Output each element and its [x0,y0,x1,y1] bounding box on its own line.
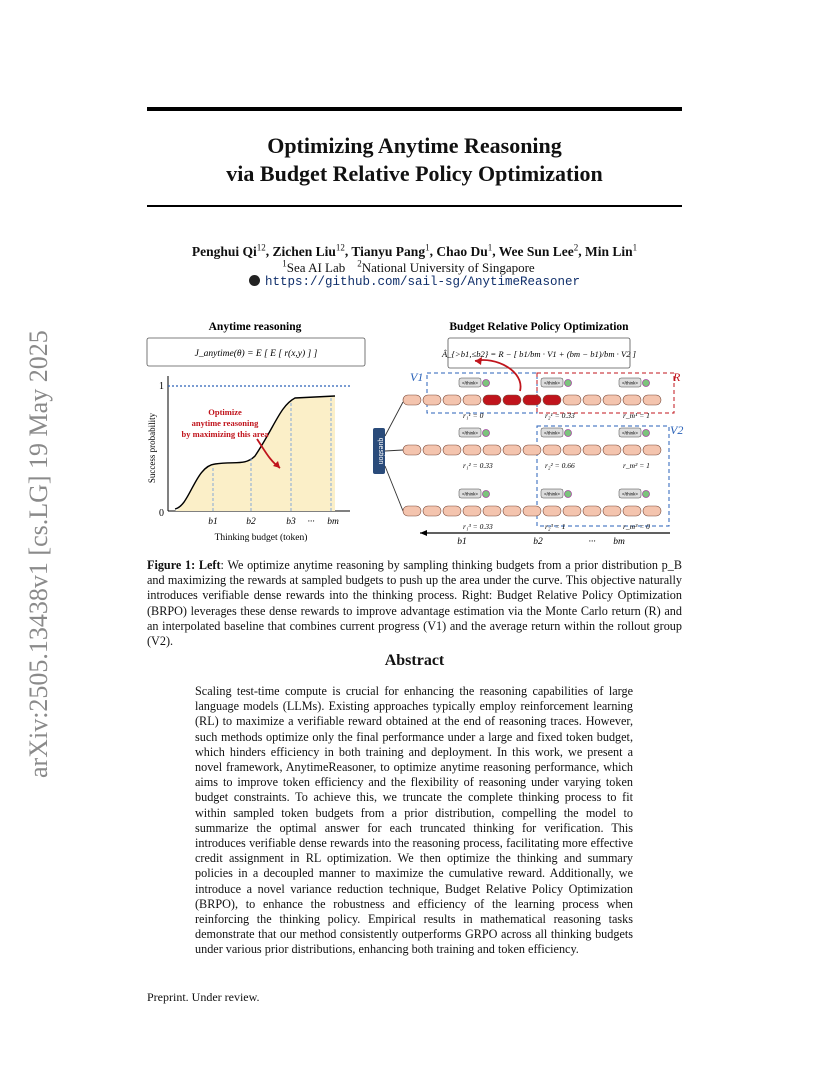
repo-link[interactable]: https://github.com/sail-sg/AnytimeReasoner [147,275,682,289]
author-name: Penghui Qi$^{12}$ [191,242,266,259]
token-block [583,506,601,516]
token-block [503,395,521,405]
token-block [423,395,441,405]
token-block [543,395,561,405]
token-block [543,445,561,455]
reward-label: r_m² = 1 [623,461,650,470]
annotation-line-3: by maximizing this area [181,429,269,439]
token-block [503,445,521,455]
token-block [503,506,521,516]
abstract-heading: Abstract [384,652,445,669]
x-axis-label: Thinking budget (token) [214,533,308,543]
rollout-rows [403,378,661,531]
x-tick-labels [208,517,339,527]
abstract-body: Scaling test-time compute is crucial for enhancing the reasoning capabilities of large language models (LLMs). Existing approaches typically employ reinforcement learning (RL) to maximize a verifiable reward obtained at the end of reasoning traces. However, such methods optimize only the final performance under a large and fixed token budget, which hinders efficiency in both training and deployment. In this work, we present a novel framework, AnytimeReasoner, to optimize anytime reasoning performance, which aims to improve token efficiency and the flexibility of reasoning under varying token budget constraints. To achieve this, we truncate the complete thinking process to fit within sampled token budgets from a prior distribution, compelling the model to summarize the optimal answer for each truncated thinking for verification. This introduces verifiable dense rewards into the reasoning process, facilitating more effective credit assignment in RL optimization. We then optimize the thinking and summary policies in a decoupled manner to maximize the cumulative reward. Additionally, we introduce a novel variance reduction technique, Budget Relative Policy Optimization (BRPO), to enhance the robustness and efficiency of the learning process when reinforcing the thinking policy. Empirical results in mathematical reasoning tasks demonstrate that our method consistently outperforms GRPO across all thinking budgets under various prior distributions, enhancing both training and token efficiency. [195,684,633,957]
token-block [523,506,541,516]
token-block [403,395,421,405]
rollout-row [403,378,661,420]
token-block [443,395,461,405]
affiliation: $^1$Sea AI Lab [282,259,346,276]
reward-label: r₁² = 0.33 [463,461,493,470]
title-rule-bottom [147,205,682,207]
think-token-label: </think> [543,380,561,386]
title-rule-top [147,107,682,111]
think-token-label: </think> [543,491,561,497]
question-label: question [377,437,384,465]
think-token-label: </think> [621,491,639,497]
github-icon [249,275,260,286]
budget-tick: b2 [533,537,543,547]
affiliations [147,259,682,276]
v2-label: V2 [670,423,684,437]
author-name: Chao Du$^1$ [436,242,493,259]
token-block [483,506,501,516]
token-block [483,395,501,405]
token-block [443,445,461,455]
x-tick: b3 [286,517,296,527]
token-block [463,445,481,455]
figure-1 [145,316,685,548]
token-block [623,506,641,516]
author-list: Penghui Qi$^{12}$, Zichen Liu$^{12}$, Tianyu Pang$^1$, Chao Du$^1$, Wee Sun Lee$^2$, Min Lin$^1$ [191,242,638,259]
token-block [483,445,501,455]
token-block [523,445,541,455]
right-formula: Â_{>b1,≤b2} = R − [ b1/bm · V1 + (bm − b1)/bm · V2 ] [441,349,637,359]
think-token-label: </think> [461,491,479,497]
figure-caption: Figure 1: Left: We optimize anytime reasoning by sampling thinking budgets from a prior distribution p_B and maximizing the rewards at sampled budgets to push up the area under the curve. This objective naturally introduces verifiable dense rewards into the thinking process. Right: Budget Relative Policy Optimization (BRPO) leverages these dense rewards to improve advantage estimation via the Monte Carlo return (R) and an interpolated baseline that combines current progress (V1) and the average return within the rollout group (V2). [147,558,682,649]
token-block [563,506,581,516]
x-tick: b2 [246,517,256,527]
v1-label: V1 [410,370,424,384]
verifier-icon [565,491,572,498]
token-block [603,506,621,516]
token-block [403,506,421,516]
verifier-icon [483,430,490,437]
token-block [563,395,581,405]
reward-label: r₂² = 0.66 [545,461,575,470]
rollout-row [403,428,661,470]
token-block [523,395,541,405]
author-name: Zichen Liu$^{12}$ [272,242,345,259]
token-block [623,445,641,455]
think-token-label: </think> [461,380,479,386]
token-block [443,506,461,516]
x-tick: ··· [307,517,315,527]
token-block [603,445,621,455]
reward-label: r₁³ = 0.33 [463,522,493,531]
token-block [643,506,661,516]
verifier-icon [565,430,572,437]
budget-tick: ··· [588,537,596,547]
reward-label: r₁¹ = 0 [463,411,484,420]
reward-label: r_m³ = 0 [623,522,650,531]
token-block [643,445,661,455]
paper-title: Optimizing Anytime Reasoning via Budget Relative Policy Optimization [226,133,603,186]
y-tick-top: 1 [159,381,164,392]
token-block [583,445,601,455]
verifier-icon [643,380,650,387]
think-token-label: </think> [621,380,639,386]
footer-note: Preprint. Under review. [147,990,260,1004]
budget-axis-labels [457,537,625,547]
think-token-label: </think> [621,430,639,436]
token-block [583,395,601,405]
left-panel-title: Anytime reasoning [208,321,302,333]
verifier-icon [643,430,650,437]
y-axis-label: Success probability [147,412,157,484]
reward-label: r₂¹ = 0.33 [545,411,575,420]
left-formula: J_anytime(θ) = E [ E [ r(x,y) ] ] [194,349,318,359]
area-under-curve [175,396,335,511]
think-token-label: </think> [543,430,561,436]
verifier-icon [643,491,650,498]
v1-region [427,373,537,413]
r-label: R [673,370,681,384]
y-tick-bottom: 0 [159,508,164,519]
x-tick: bm [327,517,339,527]
x-tick: b1 [208,517,218,527]
budget-tick: b1 [457,537,467,547]
token-block [643,395,661,405]
rollout-branches [385,402,403,511]
annotation-line-2: anytime reasoning [191,418,259,428]
affiliation: $^2$National University of Singapore [357,259,535,276]
verifier-icon [565,380,572,387]
token-block [423,506,441,516]
reward-label: r₂³ = 1 [545,522,566,531]
verifier-icon [483,380,490,387]
token-block [463,395,481,405]
token-block [543,506,561,516]
right-panel-title: Budget Relative Policy Optimization [449,321,629,333]
token-block [623,395,641,405]
arxiv-stamp: arXiv:2505.13438v1 [cs.LG] 19 May 2025 [24,330,53,778]
token-block [603,395,621,405]
reward-label: r_m¹ = 1 [623,411,650,420]
token-block [563,445,581,455]
token-block [463,506,481,516]
think-token-label: </think> [461,430,479,436]
token-block [403,445,421,455]
token-block [423,445,441,455]
author-name: Tianyu Pang$^1$ [351,242,430,259]
verifier-icon [483,491,490,498]
rollout-row [403,489,661,531]
budget-tick: bm [613,537,625,547]
author-name: Wee Sun Lee$^2$ [498,242,579,259]
annotation-line-1: Optimize [208,407,242,417]
author-name: Min Lin$^1$ [585,242,638,259]
